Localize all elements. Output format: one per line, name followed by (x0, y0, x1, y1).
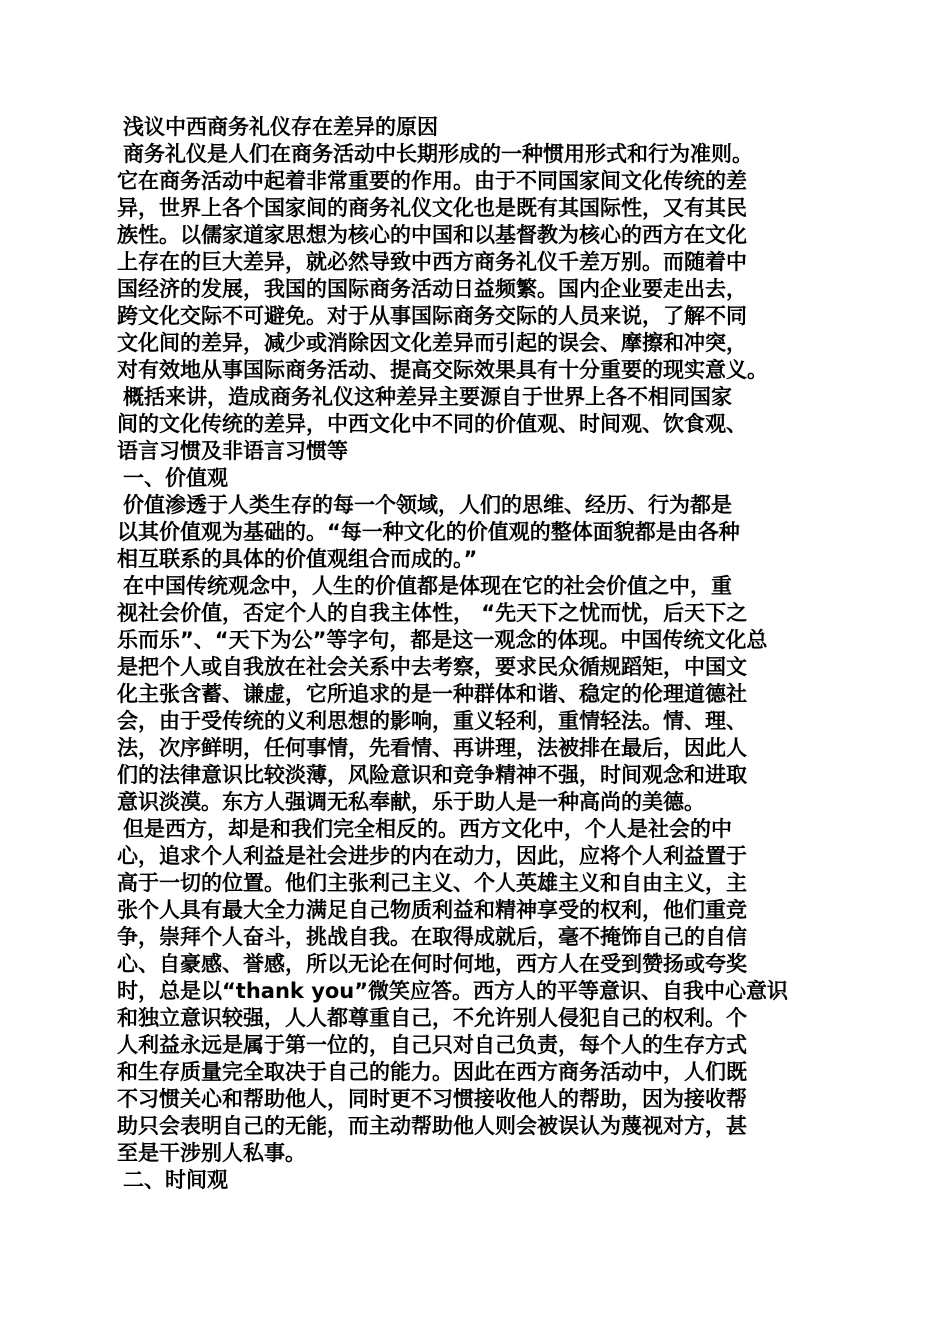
text-line: 一、价值观 (123, 466, 228, 490)
text-line: 心，追求个人利益是社会进步的内在动力，因此，应将个人利益置于 (117, 844, 747, 868)
text-line: 不习惯关心和帮助他人，同时更不习惯接收他人的帮助，因为接收帮 (117, 1087, 747, 1111)
text-line: 族性。以儒家道家思想为核心的中国和以基督教为核心的西方在文化 (117, 223, 747, 247)
text-line: 人利益永远是属于第一位的，自己只对自己负责，每个人的生存方式 (117, 1033, 747, 1057)
document-title: 浅议中西商务礼仪存在差异的原因 (123, 115, 438, 139)
text-line: 助只会表明自己的无能，而主动帮助他人则会被误认为蔑视对方，甚 (117, 1114, 747, 1138)
text-line: 化主张含蓄、谦虚，它所追求的是一种群体和谐、稳定的伦理道德社 (117, 682, 747, 706)
text-line: 对有效地从事国际商务活动、提高交际效果具有十分重要的现实意义。 (117, 358, 768, 382)
document-body (117, 141, 843, 1194)
text-line: 至是干涉别人私事。 (117, 1141, 306, 1165)
text-line: 国经济的发展，我国的国际商务活动日益频繁。国内企业要走出去， (117, 277, 747, 301)
text-line: 时，总是以“thank you”微笑应答。西方人的平等意识、自我中心意识 (117, 979, 789, 1003)
text-line: 相互联系的具体的价值观组合而成的。” (117, 547, 478, 571)
text-line: 视社会价值，否定个人的自我主体性， “先天下之忧而忧，后天下之 (117, 601, 748, 625)
text-line: 上存在的巨大差异，就必然导致中西方商务礼仪千差万别。而随着中 (117, 250, 747, 274)
text-line: 它在商务活动中起着非常重要的作用。由于不同国家间文化传统的差 (117, 169, 747, 193)
text-line: 异，世界上各个国家间的商务礼仪文化也是既有其国际性，又有其民 (117, 196, 747, 220)
text-line: 在中国传统观念中，人生的价值都是体现在它的社会价值之中，重 (123, 574, 732, 598)
text-line: 和生存质量完全取决于自己的能力。因此在西方商务活动中，人们既 (117, 1060, 747, 1084)
text-line: 二、时间观 (123, 1168, 228, 1192)
text-line: 会，由于受传统的义利思想的影响，重义轻利，重情轻法。情、理、 (117, 709, 747, 733)
text-line: 语言习惯及非语言习惯等 (117, 439, 348, 463)
text-line: 但是西方，却是和我们完全相反的。西方文化中，个人是社会的中 (123, 817, 732, 841)
text-line: 商务礼仪是人们在商务活动中长期形成的一种惯用形式和行为准则。 (123, 142, 753, 166)
text-line: 心、自豪感、誉感，所以无论在何时何地，西方人在受到赞扬或夸奖 (117, 952, 747, 976)
text-line: 和独立意识较强，人人都尊重自己，不允许别人侵犯自己的权利。个 (117, 1006, 747, 1030)
text-line: 高于一切的位置。他们主张利己主义、个人英雄主义和自由主义，主 (117, 871, 747, 895)
text-line: 间的文化传统的差异，中西文化中不同的价值观、时间观、饮食观、 (117, 412, 747, 436)
text-line: 们的法律意识比较淡薄，风险意识和竞争精神不强，时间观念和进取 (117, 763, 747, 787)
document-page (117, 114, 843, 1194)
text-line: 价值渗透于人类生存的每一个领域，人们的思维、经历、行为都是 (123, 493, 732, 517)
text-line: 跨文化交际不可避免。对于从事国际商务交际的人员来说，了解不同 (117, 304, 747, 328)
text-line: 法，次序鲜明，任何事情，先看情、再讲理，法被排在最后，因此人 (117, 736, 747, 760)
text-line: 是把个人或自我放在社会关系中去考察，要求民众循规蹈矩，中国文 (117, 655, 747, 679)
text-line: 文化间的差异，减少或消除因文化差异而引起的误会、摩擦和冲突， (117, 331, 747, 355)
text-line: 以其价值观为基础的。“每一种文化的价值观的整体面貌都是由各种 (117, 520, 740, 544)
text-line: 概括来讲，造成商务礼仪这种差异主要源自于世界上各不相同国家 (123, 385, 732, 409)
text-line: 争，崇拜个人奋斗，挑战自我。在取得成就后，毫不掩饰自己的自信 (117, 925, 747, 949)
text-line: 张个人具有最大全力满足自己物质利益和精神享受的权利，他们重竞 (117, 898, 747, 922)
text-line: 乐而乐”、“天下为公”等字句，都是这一观念的体现。中国传统文化总 (117, 628, 768, 652)
text-line: 意识淡漠。东方人强调无私奉献，乐于助人是一种高尚的美德。 (117, 790, 705, 814)
